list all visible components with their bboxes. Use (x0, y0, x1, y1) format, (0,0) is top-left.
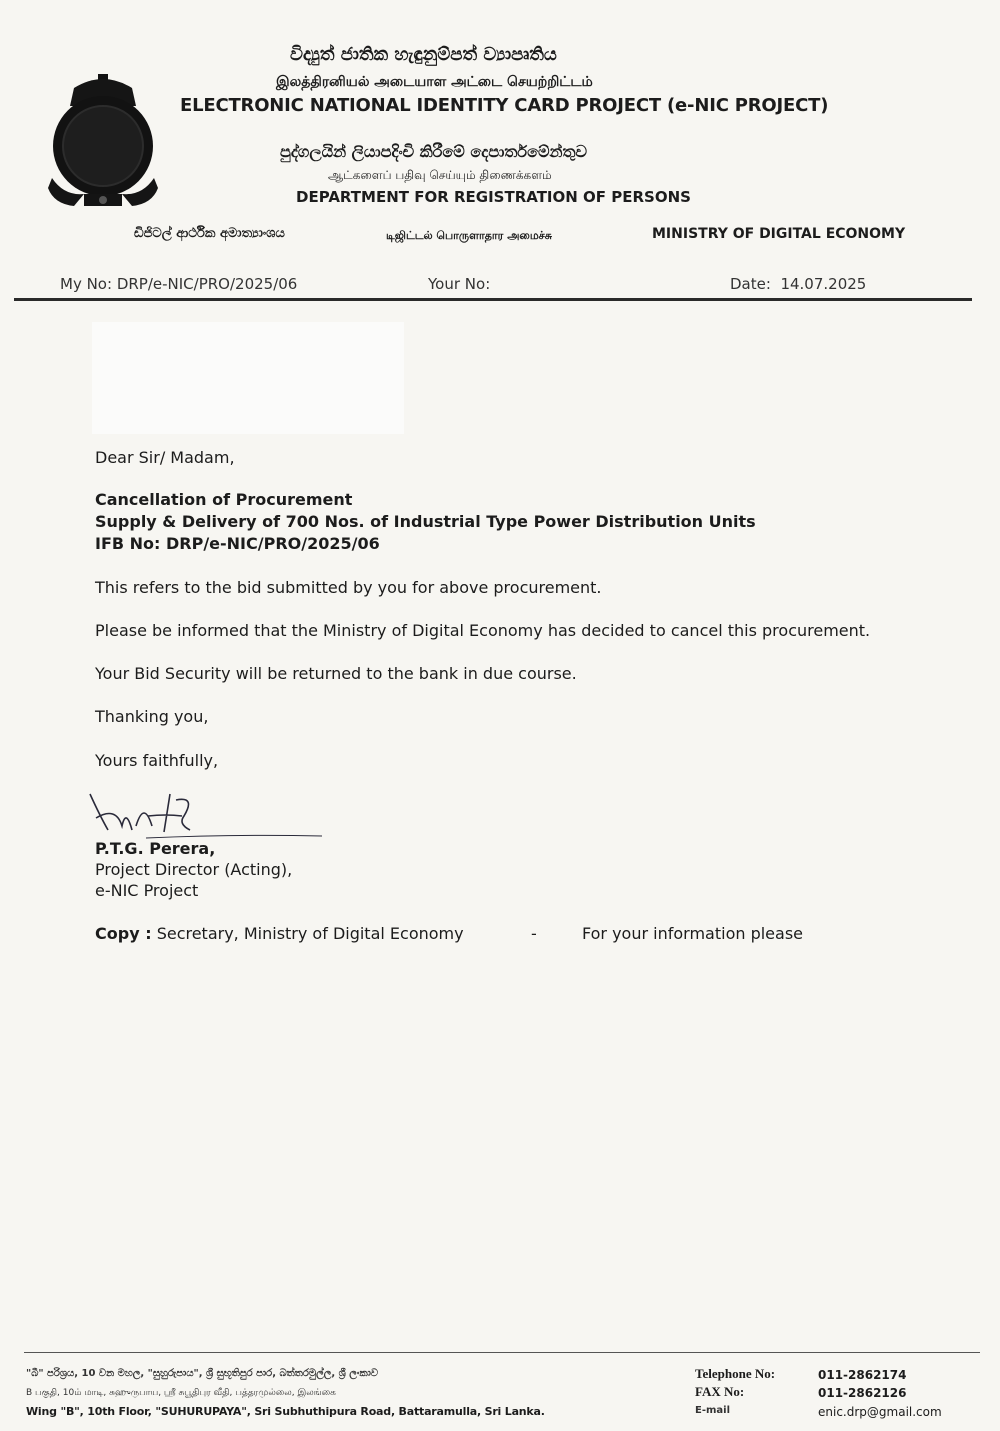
my-no-value: DRP/e-NIC/PRO/2025/06 (116, 275, 298, 293)
fax-value: 011-2862126 (818, 1386, 907, 1400)
salutation: Dear Sir/ Madam, (95, 448, 235, 467)
date-field (730, 275, 866, 293)
signatory-title: Project Director (Acting), (95, 860, 293, 879)
subject-line-2: Supply & Delivery of 700 Nos. of Industrial Type Power Distribution Units (95, 512, 756, 531)
paragraph-1: This refers to the bid submitted by you for above procurement. (95, 578, 602, 597)
date-value: 14.07.2025 (780, 275, 867, 293)
sri-lanka-emblem-icon (44, 66, 162, 212)
copy-recipient: Secretary, Ministry of Digital Economy (156, 924, 464, 943)
footer-divider (24, 1352, 980, 1353)
header-tamil-project: இலத்திரனியல் அடையாள அட்டை செயற்றிட்டம் (276, 74, 593, 90)
email-label: E-mail (695, 1405, 731, 1416)
header-tamil-department: ஆட்களைப் பதிவு செய்யும் திணைக்களம் (328, 168, 552, 182)
subject-line-1: Cancellation of Procurement (95, 490, 353, 509)
footer-address-sinhala: "බී" පරිශ්‍රය, 10 වන මහල, "සුහුරුපාය", ශ්‍රී සුභූතිපුර පාර, බත්තරමුල්ල, ශ්‍රී ලංකාව (26, 1368, 379, 1379)
copy-note: For your information please (582, 924, 804, 943)
header-divider (14, 298, 972, 301)
header-tamil-ministry: டிஜிட்டல் பொருளாதார அமைச்சு (386, 229, 552, 242)
copy-line (95, 923, 464, 945)
signatory-name: P.T.G. Perera, (95, 839, 216, 858)
header-english-ministry: MINISTRY OF DIGITAL ECONOMY (652, 226, 906, 242)
copy-label: Copy : (95, 924, 152, 943)
header-english-project: ELECTRONIC NATIONAL IDENTITY CARD PROJECT (e-NIC PROJECT) (180, 95, 829, 116)
date-label: Date: (730, 275, 771, 293)
my-no-field (60, 275, 297, 293)
telephone-value: 011-2862174 (818, 1368, 907, 1382)
email-value: enic.drp@gmail.com (818, 1405, 942, 1419)
redacted-address-block (92, 322, 404, 434)
closing: Yours faithfully, (95, 751, 219, 770)
copy-dash: - (531, 924, 537, 943)
paragraph-2: Please be informed that the Ministry of Digital Economy has decided to cancel this procurement. (95, 621, 871, 640)
footer-address-english: Wing "B", 10th Floor, "SUHURUPAYA", Sri Subhuthipura Road, Battaramulla, Sri Lanka. (26, 1405, 545, 1418)
signatory-org: e-NIC Project (95, 881, 199, 900)
header-english-department: DEPARTMENT FOR REGISTRATION OF PERSONS (296, 188, 691, 206)
header-sinhala-project: විද්‍යුත් ජාතික හැඳුනුම්පත් ව්‍යාපෘතිය (290, 44, 557, 65)
header-sinhala-department: පුද්ගලයින් ලියාපදිංචි කිරීමේ දෙපාර්තමේන්තුව (280, 142, 587, 161)
footer-address-tamil: B பகுதி, 10ம் மாடி, சுஹுருபாய, ஸ்ரீ சுபூதிபுர வீதி, பத்தரமுல்லை, இலங்கை (26, 1388, 336, 1398)
subject-line-3: IFB No: DRP/e-NIC/PRO/2025/06 (95, 534, 380, 553)
telephone-label: Telephone No: (695, 1366, 776, 1381)
header-sinhala-ministry: ඩිජිටල් ආර්ථික අමාත්‍යාංශය (134, 226, 285, 241)
my-no-label: My No: (60, 275, 113, 293)
paragraph-3: Your Bid Security will be returned to the bank in due course. (95, 664, 577, 683)
fax-label: FAX No: (695, 1384, 745, 1399)
thanks: Thanking you, (95, 707, 209, 726)
your-no-label: Your No: (428, 275, 491, 293)
